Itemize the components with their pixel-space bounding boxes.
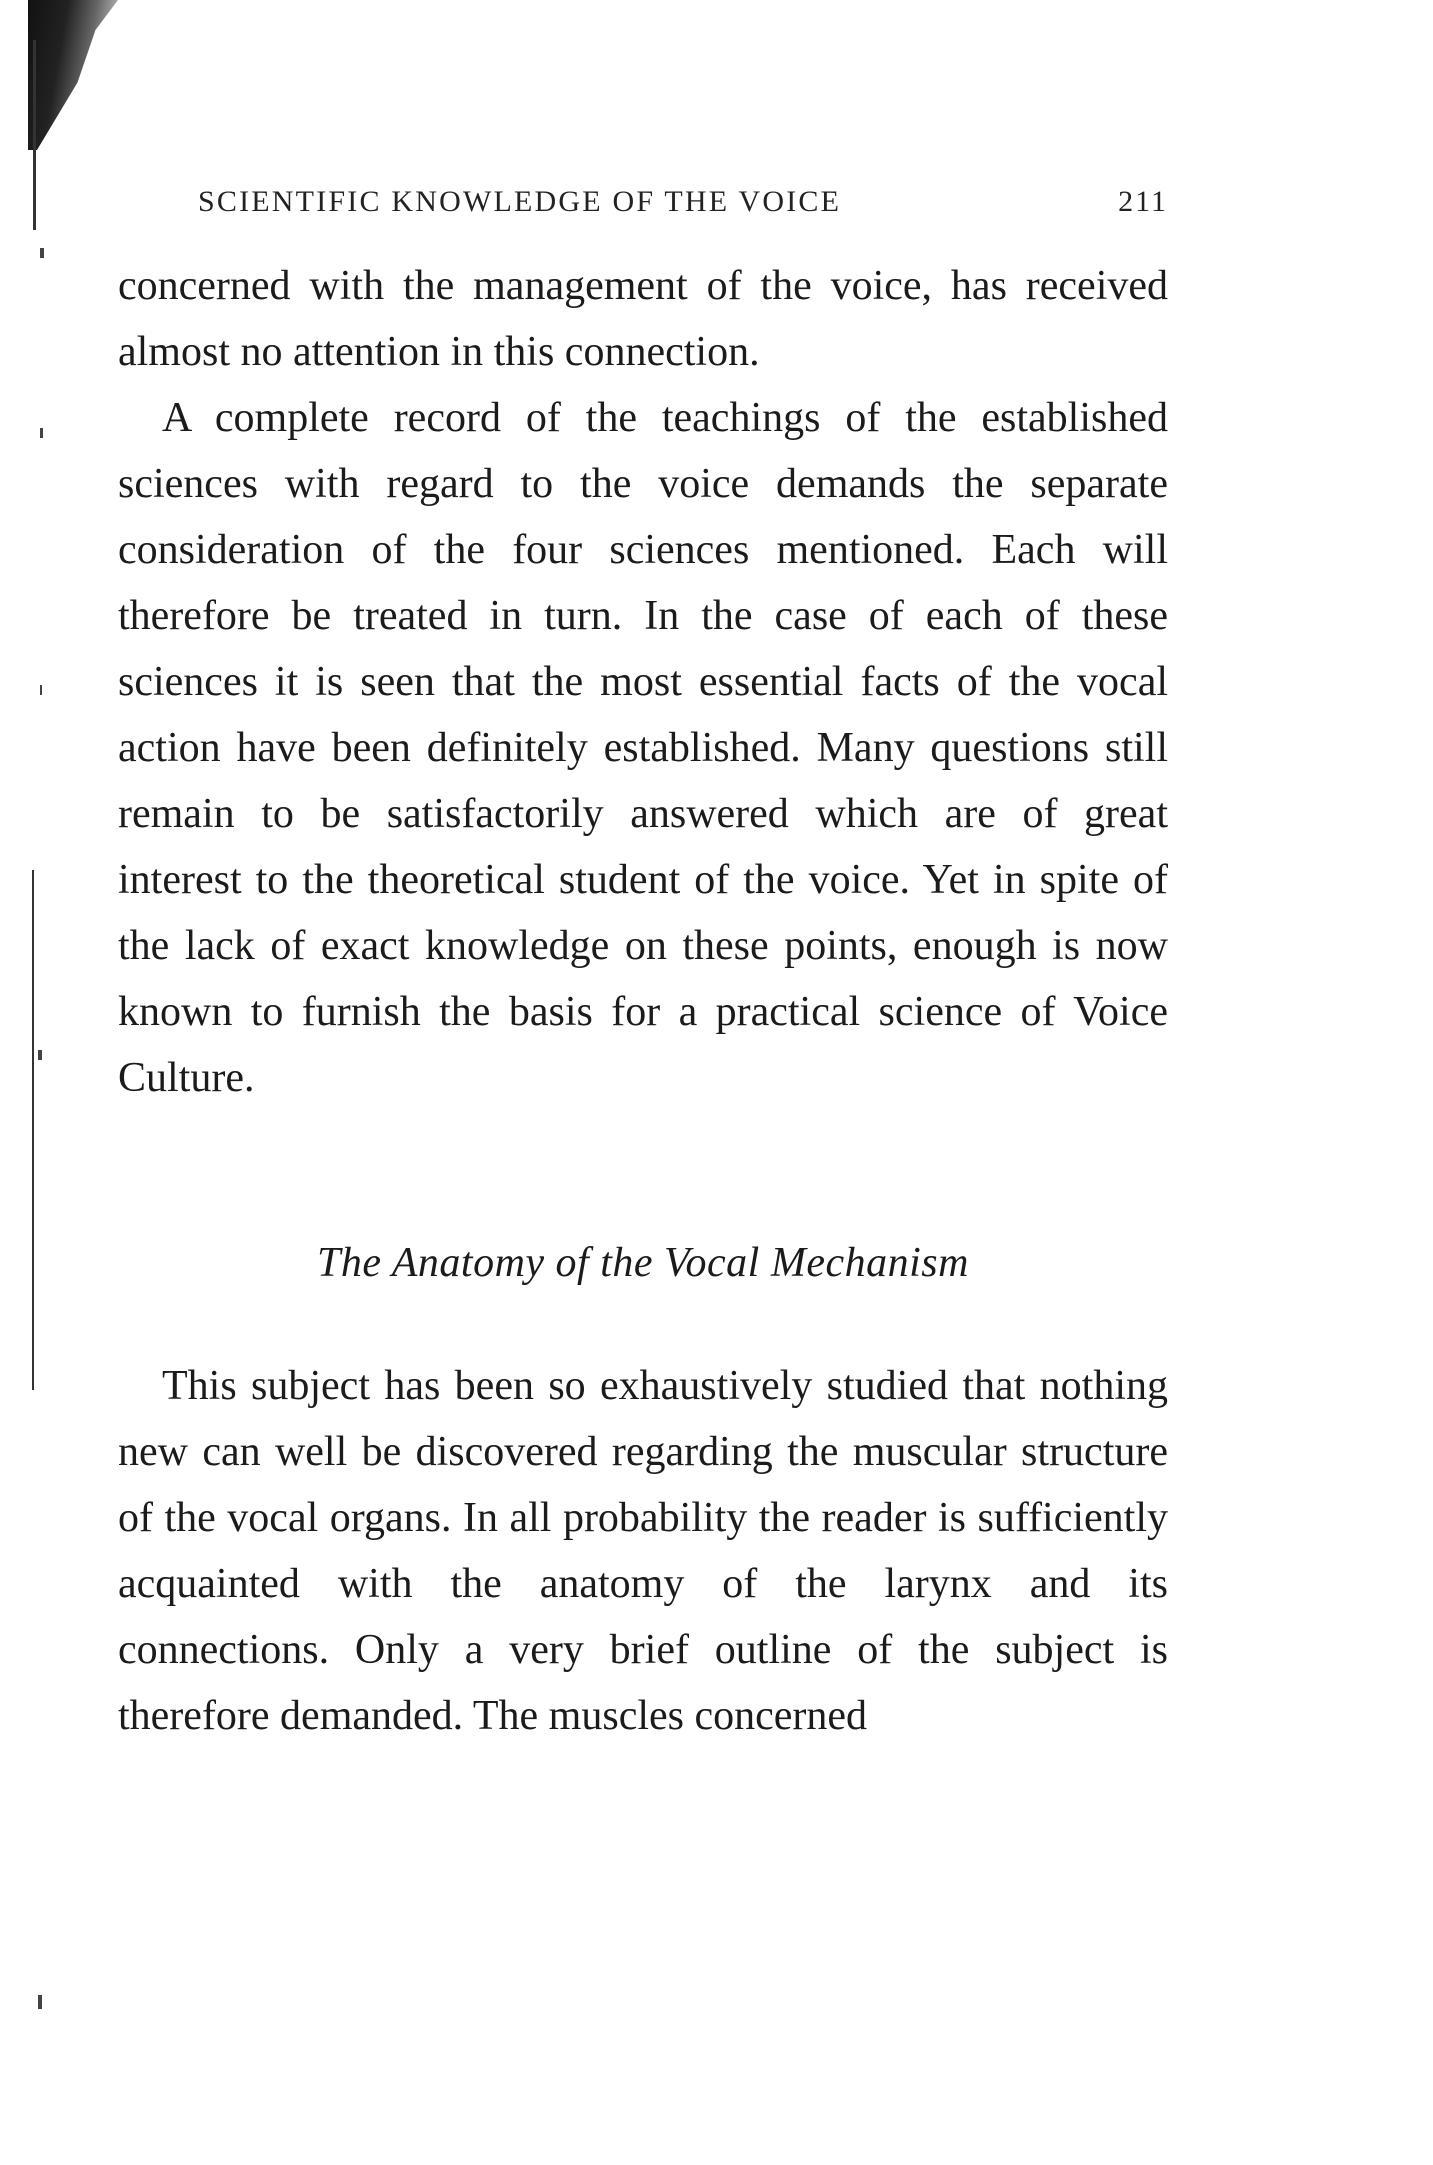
scan-binding-shadow xyxy=(28,0,118,150)
scan-margin-line xyxy=(33,40,36,230)
paragraph-anatomy: This subject has been so exhaustively studied that nothing new can well be discovered regarding the muscular structure of the vocal organs. In all probability the reader is sufficiently acquainted with the anatomy of the larynx and its connections. Only a very brief outline of the subject is therefore demanded. The muscles concerned xyxy=(118,1363,1168,1739)
body-text xyxy=(118,253,1168,1749)
paragraph-sciences: A complete record of the teachings of the established sciences with regard to the voice demands the separate consideration of the four sciences mentioned. Each will therefore be treated in turn. In the case of each of these sciences it is seen that the most essential facts of the vocal action have been definitely established. Many questions still remain to be satisfactorily answered which are of great interest to the theoretical student of the voice. Yet in spite of the lack of exact knowledge on these points, enough is now known to furnish the basis for a practical science of Voice Culture. xyxy=(118,395,1168,1101)
page-number: 211 xyxy=(1118,185,1168,218)
scan-margin-mark xyxy=(40,248,44,258)
book-page xyxy=(118,185,1168,1749)
scan-margin-mark xyxy=(40,428,43,438)
scan-margin-mark xyxy=(40,685,42,695)
scan-margin-mark xyxy=(38,1050,42,1060)
paragraph-continuation: concerned with the management of the voice, has received almost no attention in this connection. xyxy=(118,263,1168,375)
section-heading: The Anatomy of the Vocal Mechanism xyxy=(317,1240,969,1286)
scan-margin-mark xyxy=(38,1995,42,2009)
running-head-title: SCIENTIFIC KNOWLEDGE OF THE VOICE xyxy=(198,185,842,218)
scan-margin-line xyxy=(32,870,34,1390)
running-head xyxy=(118,185,1168,219)
